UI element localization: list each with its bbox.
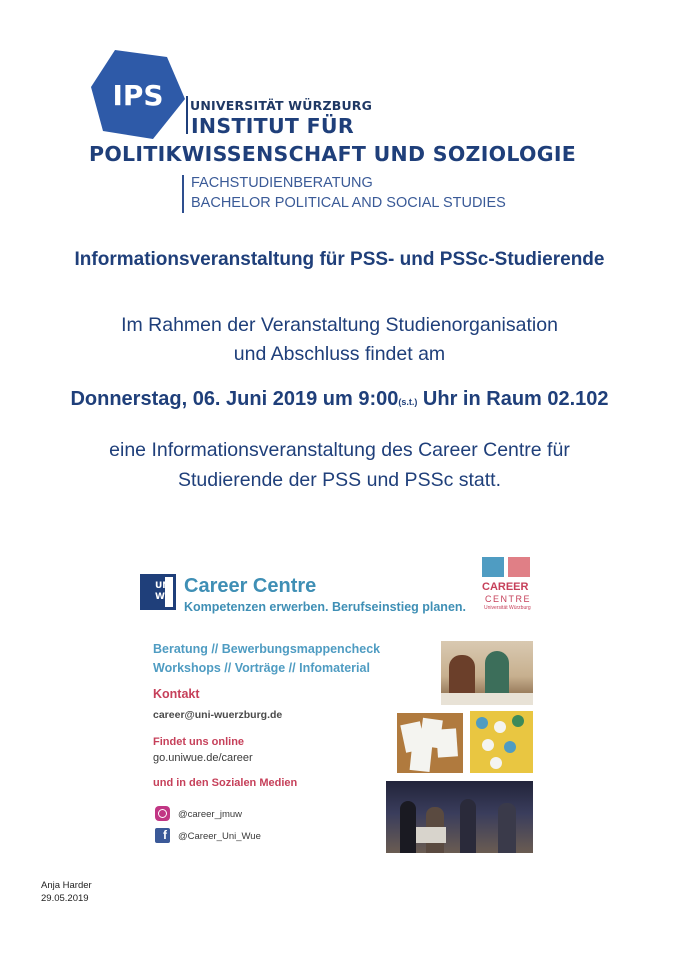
body-line2: Studierende der PSS und PSSc statt. <box>177 469 502 491</box>
photo-event <box>386 781 533 853</box>
institute-name-line1: INSTITUT FÜR <box>191 114 354 138</box>
uni-wue-logo <box>140 574 176 610</box>
advisory-divider <box>182 175 184 213</box>
body-line1: eine Informationsveranstaltung des Career Centre für <box>109 439 570 461</box>
social-label: und in den Sozialen Medien <box>153 777 298 789</box>
event-st: (s.t.) <box>398 397 418 407</box>
career-logo-line3: Universität Würzburg <box>484 605 531 611</box>
photo-consultation <box>441 641 533 705</box>
career-url: go.uniwue.de/career <box>153 752 253 764</box>
career-logo-line1: CAREER <box>482 581 529 593</box>
uni-wue-logo-text: UNI WÜ <box>155 581 174 602</box>
intro-line2: und Abschluss findet am <box>233 343 446 365</box>
ips-logo <box>89 47 187 145</box>
photo-documents <box>397 713 463 773</box>
event-room: Uhr in Raum 02.102 <box>417 388 609 410</box>
services-line1: Beratung // Bewerbungsmappencheck <box>153 642 381 656</box>
instagram-handle: @career_jmuw <box>178 809 243 820</box>
ips-logo-text: IPS <box>112 79 164 112</box>
logo-square-blue <box>482 557 504 577</box>
career-logo-line2: CENTRE <box>485 594 532 604</box>
event-date-line <box>0 388 679 411</box>
document-date: 29.05.2019 <box>41 893 89 904</box>
intro-line1: Im Rahmen der Veranstaltung Studienorganisation <box>121 314 558 336</box>
contact-label: Kontakt <box>153 687 200 701</box>
facebook-icon: f <box>155 828 170 843</box>
header-divider <box>186 96 188 134</box>
body-text <box>0 435 679 495</box>
advisory-line2: BACHELOR POLITICAL AND SOCIAL STUDIES <box>191 195 506 211</box>
photo-workshop-notes <box>470 711 533 773</box>
author-name: Anja Harder <box>41 880 92 891</box>
facebook-handle: @Career_Uni_Wue <box>178 831 261 842</box>
university-name: UNIVERSITÄT WÜRZBURG <box>190 98 373 113</box>
institute-name-line2: POLITIKWISSENSCHAFT UND SOZIOLOGIE <box>89 142 577 166</box>
instagram-icon <box>155 806 170 821</box>
headline: Informationsveranstaltung für PSS- und PSSc-Studierende <box>74 249 605 270</box>
services-line2: Workshops // Vorträge // Infomaterial <box>153 661 370 675</box>
logo-square-red <box>508 557 530 577</box>
contact-email: career@uni-wuerzburg.de <box>153 709 283 721</box>
advisory-line1: FACHSTUDIENBERATUNG <box>191 175 373 191</box>
online-label: Findet uns online <box>153 736 245 748</box>
career-centre-tagline: Kompetenzen erwerben. Berufseinstieg planen. <box>184 600 467 614</box>
event-date: Donnerstag, 06. Juni 2019 um 9:00 <box>70 388 399 410</box>
career-centre-title: Career Centre <box>184 575 317 597</box>
intro-text <box>0 311 679 369</box>
